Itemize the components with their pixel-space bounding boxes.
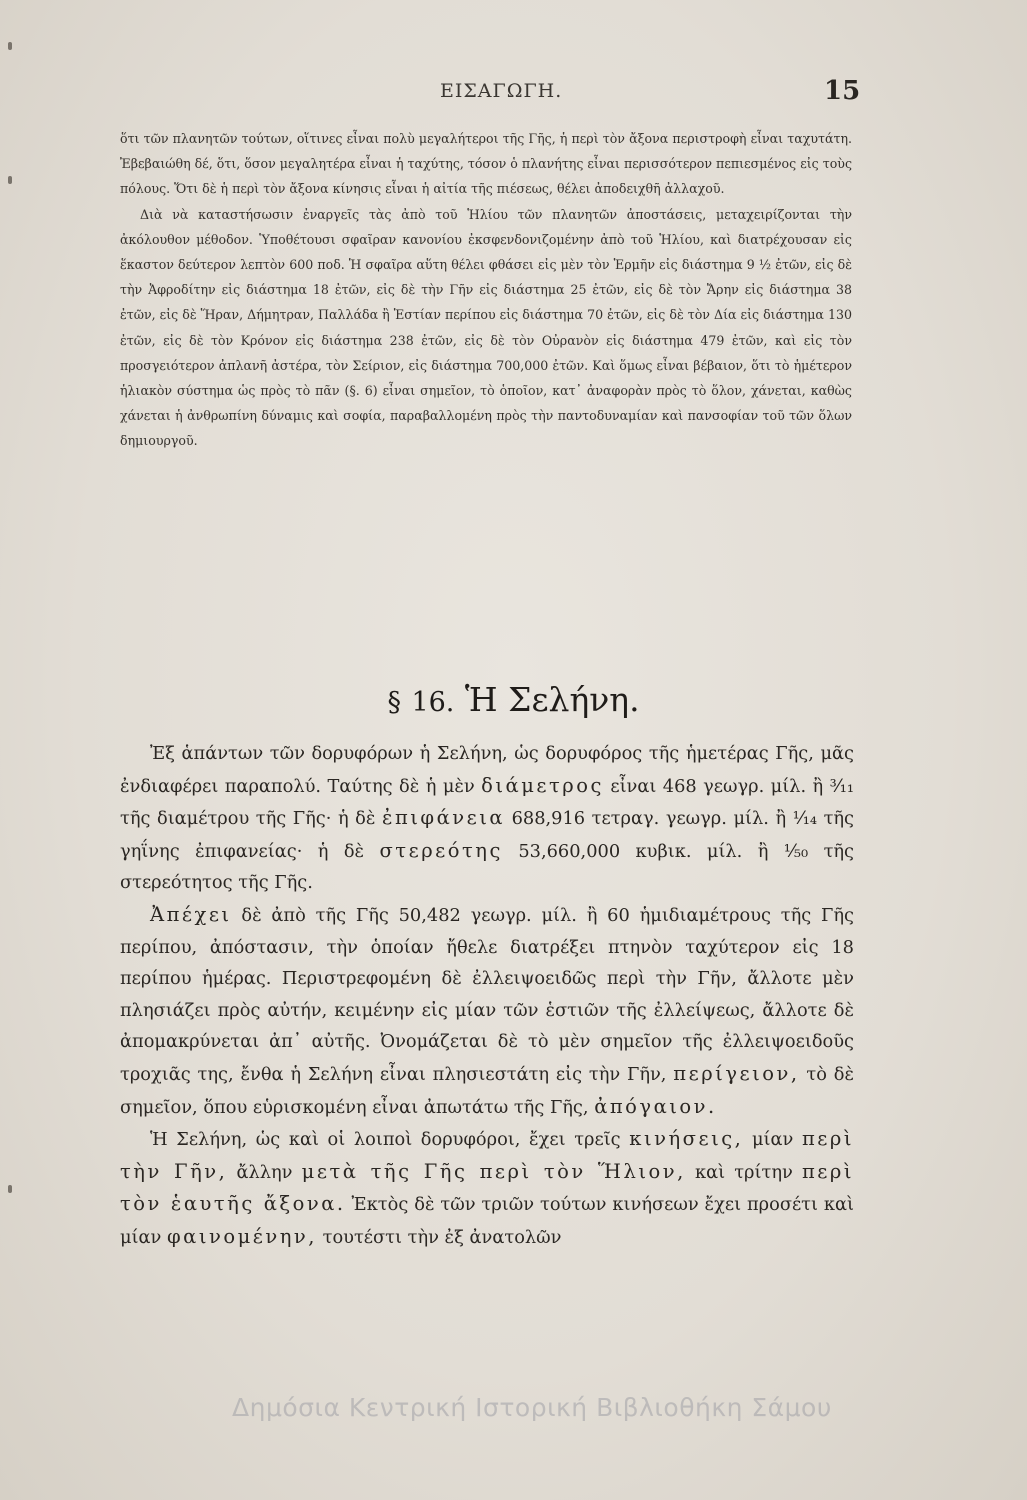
spaced-term: περίγειον,	[673, 1061, 800, 1085]
paragraph-moon-motions	[120, 1123, 854, 1253]
text-run: Ἡ Σελήνη, ὡς καὶ οἱ λοιποὶ δορυφόροι, ἔχει τρεῖς	[150, 1129, 621, 1151]
running-head: ΕΙΣΑΓΩΓΗ.	[440, 80, 563, 102]
page-header	[0, 76, 1027, 110]
small-print-block	[120, 126, 852, 454]
text-run: Ἐκτὸς δὲ τῶν τριῶν τούτων κινήσεων ἔχει προσέτι καὶ μίαν	[120, 1194, 855, 1248]
text-run: Ἐξ ἁπάντων τῶν δορυφόρων ἡ Σελήνη, ὡς δορυφόρος τῆς ἡμετέρας Γῆς, μᾶς ἐνδιαφέρει παραπολύ. Ταύτης δὲ ἡ μὲν	[120, 743, 854, 797]
text-run: δὲ ἀπὸ τῆς Γῆς 50,482 γεωγρ. μίλ. ἢ 60 ἡμιδιαμέτρους τῆς Γῆς περίπου, ἀπόστασιν, τὴν ὁποίαν ἤθελε διατρέξει πτηνὸν ταχύτερον εἰς 18 περίπου ἡμέρας. Περιστρεφομένη δὲ ἐλλειψοειδῶς περὶ τὴν Γῆν, ἄλλοτε μὲν πλησιάζει πρὸς αὐτήν, κειμένην εἰς μίαν τῶν ἑστιῶν τῆς ἐλλείψεως, ἄλλοτε δὲ ἀπομακρύνεται ἀπ᾽ αὐτῆς. Ὀνομάζεται δὲ τὸ μὲν σημεῖον τῆς ἐλλειψοειδοῦς τροχιᾶς της, ἔνθα ἡ Σελήνη εἶναι πλησιεστάτη εἰς τὴν Γῆν,	[120, 904, 854, 1085]
spaced-term: περὶ τὸν ἑαυτῆς ἄξονα.	[120, 1159, 854, 1216]
paragraph-moon-dimensions	[120, 738, 854, 899]
spaced-term: φαινομένην,	[167, 1224, 317, 1248]
spaced-term: μετὰ τῆς Γῆς περὶ τὸν Ἥλιον,	[301, 1159, 686, 1183]
text-run: τουτέστι τὴν ἐξ ἀνατολῶν	[322, 1226, 562, 1248]
library-watermark: Δημόσια Κεντρική Ιστορική Βιβλιοθήκη Σάμου	[232, 1393, 832, 1422]
spaced-term: ἀπόγαιον.	[594, 1094, 717, 1118]
page-number: 15	[824, 76, 861, 106]
paragraph-moon-distance	[120, 899, 854, 1123]
binding-mark	[8, 1185, 12, 1193]
spaced-term: στερεότης	[379, 838, 503, 862]
text-run: καὶ τρίτην	[694, 1161, 793, 1183]
spaced-term: Ἀπέχει	[150, 902, 232, 926]
binding-mark	[8, 176, 12, 184]
section-title: Ἡ Σελήνη.	[464, 680, 640, 719]
binding-mark	[8, 42, 12, 50]
spaced-term: διάμετρος	[481, 773, 604, 797]
section-heading	[0, 680, 1027, 719]
paragraph-cannonball-distances: Διὰ νὰ καταστήσωσιν ἐναργεῖς τὰς ἀπὸ τοῦ Ἡλίου τῶν πλανητῶν ἀποστάσεις, μεταχειρίζονται τὴν ἀκόλουθον μέθοδον. Ὑποθέτουσι σφαῖραν κανονίου ἐκσφενδονιζομένην ἀπὸ τοῦ Ἡλίου, καὶ διατρέχουσαν εἰς ἕκαστον δεύτερον λεπτὸν 600 ποδ. Ἡ σφαῖρα αὕτη θέλει φθάσει εἰς μὲν τὸν Ἑρμῆν εἰς διάστημα 9 ½ ἐτῶν, εἰς δὲ τὴν Ἀφροδίτην εἰς διάστημα 18 ἐτῶν, εἰς δὲ τὴν Γῆν εἰς διάστημα 25 ἐτῶν, εἰς δὲ τὸν Ἄρην εἰς διάστημα 38 ἐτῶν, εἰς δὲ Ἥραν, Δήμητραν, Παλλάδα ἢ Ἑστίαν περίπου εἰς διάστημα 70 ἐτῶν, εἰς δὲ τὸν Δία εἰς διάστημα 130 ἐτῶν, εἰς δὲ τὸν Κρόνον εἰς διάστημα 238 ἐτῶν, εἰς δὲ τὸν Οὐρανὸν εἰς διάστημα 479 ἐτῶν, καὶ εἰς τὸν προσγειότερον ἀπλανῆ ἀστέρα, τὸν Σείριον, εἰς διάστημα 700,000 ἐτῶν. Καὶ ὅμως εἶναι βέβαιον, ὅτι τὸ ἡμέτερον ἡλιακὸν σύστημα ὡς πρὸς τὸ πᾶν (§. 6) εἶναι σημεῖον, τὸ ὁποῖον, κατ᾽ ἀναφορὰν πρὸς τὸ ὅλον, χάνεται, καθὼς χάνεται ἡ ἀνθρωπίνη δύναμις καὶ σοφία, παραβαλλομένη πρὸς τὴν παντοδυναμίαν καὶ πανσοφίαν τοῦ τῶν ὅλων δημιουργοῦ.	[120, 206, 852, 449]
main-text-block	[120, 738, 854, 1254]
text-run: μίαν	[751, 1129, 794, 1151]
text-run: 53,660,000 κυβικ. μίλ. ἢ ¹⁄₅₀ τῆς στερεότητος τῆς Γῆς.	[120, 840, 855, 894]
paragraph-planet-rotation: ὅτι τῶν πλανητῶν τούτων, οἵτινες εἶναι πολὺ μεγαλήτεροι τῆς Γῆς, ἡ περὶ τὸν ἄξονα περιστροφὴ εἶναι ταχυτάτη. Ἐβεβαιώθη δέ, ὅτι, ὅσον μεγαλητέρα εἶναι ἡ ταχύτης, τόσον ὁ πλανήτης εἶναι περισσότερον πεπιεσμένος εἰς τοὺς πόλους. Ὅτι δὲ ἡ περὶ τὸν ἄξονα κίνησις εἶναι ἡ αἰτία τῆς πιέσεως, θέλει ἀποδειχθῆ ἀλλαχοῦ.	[120, 131, 852, 197]
text-run: 688,916 τετραγ. γεωγρ. μίλ. ἢ ¹⁄₁₄ τῆς γηΐνης ἐπιφανείας· ἡ δὲ	[120, 808, 855, 862]
spaced-term: ἐπιφάνεια	[381, 806, 506, 830]
spaced-term: περὶ τὴν Γῆν,	[120, 1127, 855, 1183]
section-symbol: §	[387, 687, 401, 718]
text-run: τὸ δὲ σημεῖον, ὅπου εὑρισκομένη εἶναι ἀπωτάτω τῆς Γῆς,	[120, 1063, 854, 1118]
text-run: ἄλλην	[236, 1161, 293, 1183]
section-number: 16.	[411, 687, 455, 718]
spaced-term: κινήσεις,	[629, 1127, 744, 1151]
text-run: εἶναι 468 γεωγρ. μίλ. ἢ ³⁄₁₁ τῆς διαμέτρου τῆς Γῆς· ἡ δὲ	[120, 775, 854, 830]
